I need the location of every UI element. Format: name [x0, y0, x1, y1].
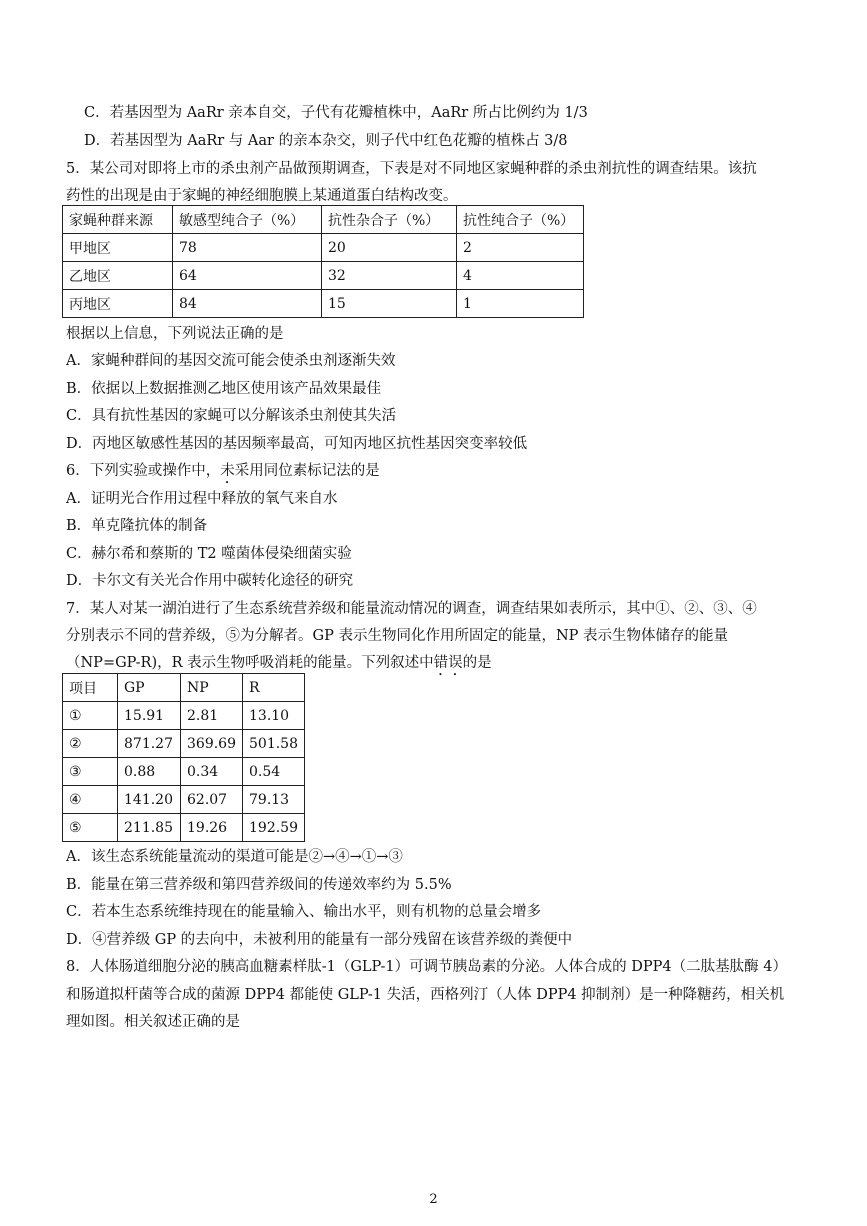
- table-header-cell: 项目: [63, 674, 118, 702]
- table-header-cell: 抗性杂合子（%）: [322, 206, 457, 234]
- table-header-cell: NP: [181, 674, 243, 702]
- q7-option-d: D．④营养级 GP 的去向中，未被利用的能量有一部分残留在该营养级的粪便中: [66, 932, 573, 948]
- table-row: [63, 262, 584, 290]
- table-cell: ②: [63, 730, 118, 758]
- table-header-row: [63, 674, 305, 702]
- table-cell: 甲地区: [63, 234, 173, 262]
- q6-option-d: D．卡尔文有关光合作用中碳转化途径的研究: [66, 573, 354, 589]
- q6-stem-part: 6．下列实验或操作中，: [66, 463, 221, 479]
- table-cell: 19.26: [181, 814, 243, 842]
- table-header-cell: 家蝇种群来源: [63, 206, 173, 234]
- q5-option-c: C．具有抗性基因的家蝇可以分解该杀虫剂使其失活: [66, 408, 397, 424]
- table-cell: 79.13: [243, 786, 305, 814]
- table-cell: 乙地区: [63, 262, 173, 290]
- table-cell: 0.54: [243, 758, 305, 786]
- q6-stem: [66, 459, 380, 487]
- table-cell: 0.88: [118, 758, 181, 786]
- q8-stem-line2: 和肠道拟杆菌等合成的菌源 DPP4 都能使 GLP-1 失活，西格列汀（人体 DPP4 抑制剂）是一种降糖药，相关机: [66, 987, 785, 1003]
- q6-stem-emphasis: 未: [220, 463, 235, 479]
- table-header-row: [63, 206, 584, 234]
- table-cell: 丙地区: [63, 290, 173, 318]
- table-cell: 62.07: [181, 786, 243, 814]
- table-cell: 15.91: [118, 702, 181, 730]
- q4-option-c: C．若基因型为 AaRr 亲本自交，子代有花瓣植株中，AaRr 所占比例约为 1/3: [84, 105, 588, 121]
- q7-option-b: B．能量在第三营养级和第四营养级间的传递效率约为 5.5%: [66, 877, 452, 893]
- table-cell: 2.81: [181, 702, 243, 730]
- table-cell: 0.34: [181, 758, 243, 786]
- table-cell: 211.85: [118, 814, 181, 842]
- q5-stem-line1: 5．某公司对即将上市的杀虫剂产品做预期调查，下表是对不同地区家蝇种群的杀虫剂抗性的调查结果。该抗: [66, 161, 757, 177]
- q7-table: [62, 673, 305, 842]
- table-cell: 2: [457, 234, 584, 262]
- table-cell: 4: [457, 262, 584, 290]
- q7-stem-emphasis: 错误: [433, 655, 463, 671]
- q5-question: 根据以上信息，下列说法正确的是: [66, 326, 284, 342]
- table-header-cell: R: [243, 674, 305, 702]
- table-cell: 369.69: [181, 730, 243, 758]
- q8-stem-line1: 8．人体肠道细胞分泌的胰高血糖素样肽-1（GLP-1）可调节胰岛素的分泌。人体合成的 DPP4（二肽基肽酶 4）: [66, 959, 787, 975]
- q7-option-c: C．若本生态系统维持现在的能量输入、输出水平，则有机物的总量会增多: [66, 904, 542, 920]
- table-header-cell: 抗性纯合子（%）: [457, 206, 584, 234]
- q6-option-b: B．单克隆抗体的制备: [66, 518, 208, 534]
- q7-stem-part: 的是: [462, 655, 492, 671]
- q5-stem-line2: 药性的出现是由于家蝇的神经细胞膜上某通道蛋白结构改变。: [66, 188, 458, 204]
- q6-option-a: A．证明光合作用过程中释放的氧气来自水: [66, 491, 338, 507]
- q7-option-a: A．该生态系统能量流动的渠道可能是②→④→①→③: [66, 849, 403, 865]
- table-row: [63, 814, 305, 842]
- table-row: [63, 702, 305, 730]
- q6-stem-part: 采用同位素标记法的是: [234, 463, 380, 479]
- q7-stem-part: （NP=GP-R)，R 表示生物呼吸消耗的能量。下列叙述中: [66, 655, 434, 671]
- q6-option-c: C．赫尔希和蔡斯的 T2 噬菌体侵染细菌实验: [66, 546, 352, 562]
- q7-stem-line1: 7．某人对某一湖泊进行了生态系统营养级和能量流动情况的调查，调查结果如表所示，其中①、②、③、④: [66, 601, 757, 617]
- table-cell: 141.20: [118, 786, 181, 814]
- q5-option-d: D．丙地区敏感性基因的基因频率最高，可知丙地区抗性基因突变率较低: [66, 436, 528, 452]
- table-cell: 1: [457, 290, 584, 318]
- table-cell: ⑤: [63, 814, 118, 842]
- table-header-cell: GP: [118, 674, 181, 702]
- table-cell: 192.59: [243, 814, 305, 842]
- table-cell: 13.10: [243, 702, 305, 730]
- table-cell: ④: [63, 786, 118, 814]
- table-cell: 78: [173, 234, 322, 262]
- table-cell: 871.27: [118, 730, 181, 758]
- table-cell: 501.58: [243, 730, 305, 758]
- q8-stem-line3: 理如图。相关叙述正确的是: [66, 1014, 240, 1030]
- table-cell: 20: [322, 234, 457, 262]
- table-row: [63, 730, 305, 758]
- table-cell: 32: [322, 262, 457, 290]
- table-row: [63, 290, 584, 318]
- table-row: [63, 234, 584, 262]
- q5-option-b: B．依据以上数据推测乙地区使用该产品效果最佳: [66, 381, 382, 397]
- table-row: [63, 786, 305, 814]
- q4-option-d: D．若基因型为 AaRr 与 Aar 的亲本杂交，则子代中红色花瓣的植株占 3/8: [84, 133, 568, 149]
- table-header-cell: 敏感型纯合子（%）: [173, 206, 322, 234]
- q5-table: [62, 205, 584, 318]
- q5-option-a: A．家蝇种群间的基因交流可能会使杀虫剂逐渐失效: [66, 353, 396, 369]
- table-cell: ③: [63, 758, 118, 786]
- table-cell: 64: [173, 262, 322, 290]
- table-cell: 15: [322, 290, 457, 318]
- table-row: [63, 758, 305, 786]
- table-cell: ①: [63, 702, 118, 730]
- page-number: 2: [429, 1192, 438, 1207]
- q7-stem-line2: 分别表示不同的营养级，⑤为分解者。GP 表示生物同化作用所固定的能量，NP 表示生物体储存的能量: [66, 628, 728, 644]
- table-cell: 84: [173, 290, 322, 318]
